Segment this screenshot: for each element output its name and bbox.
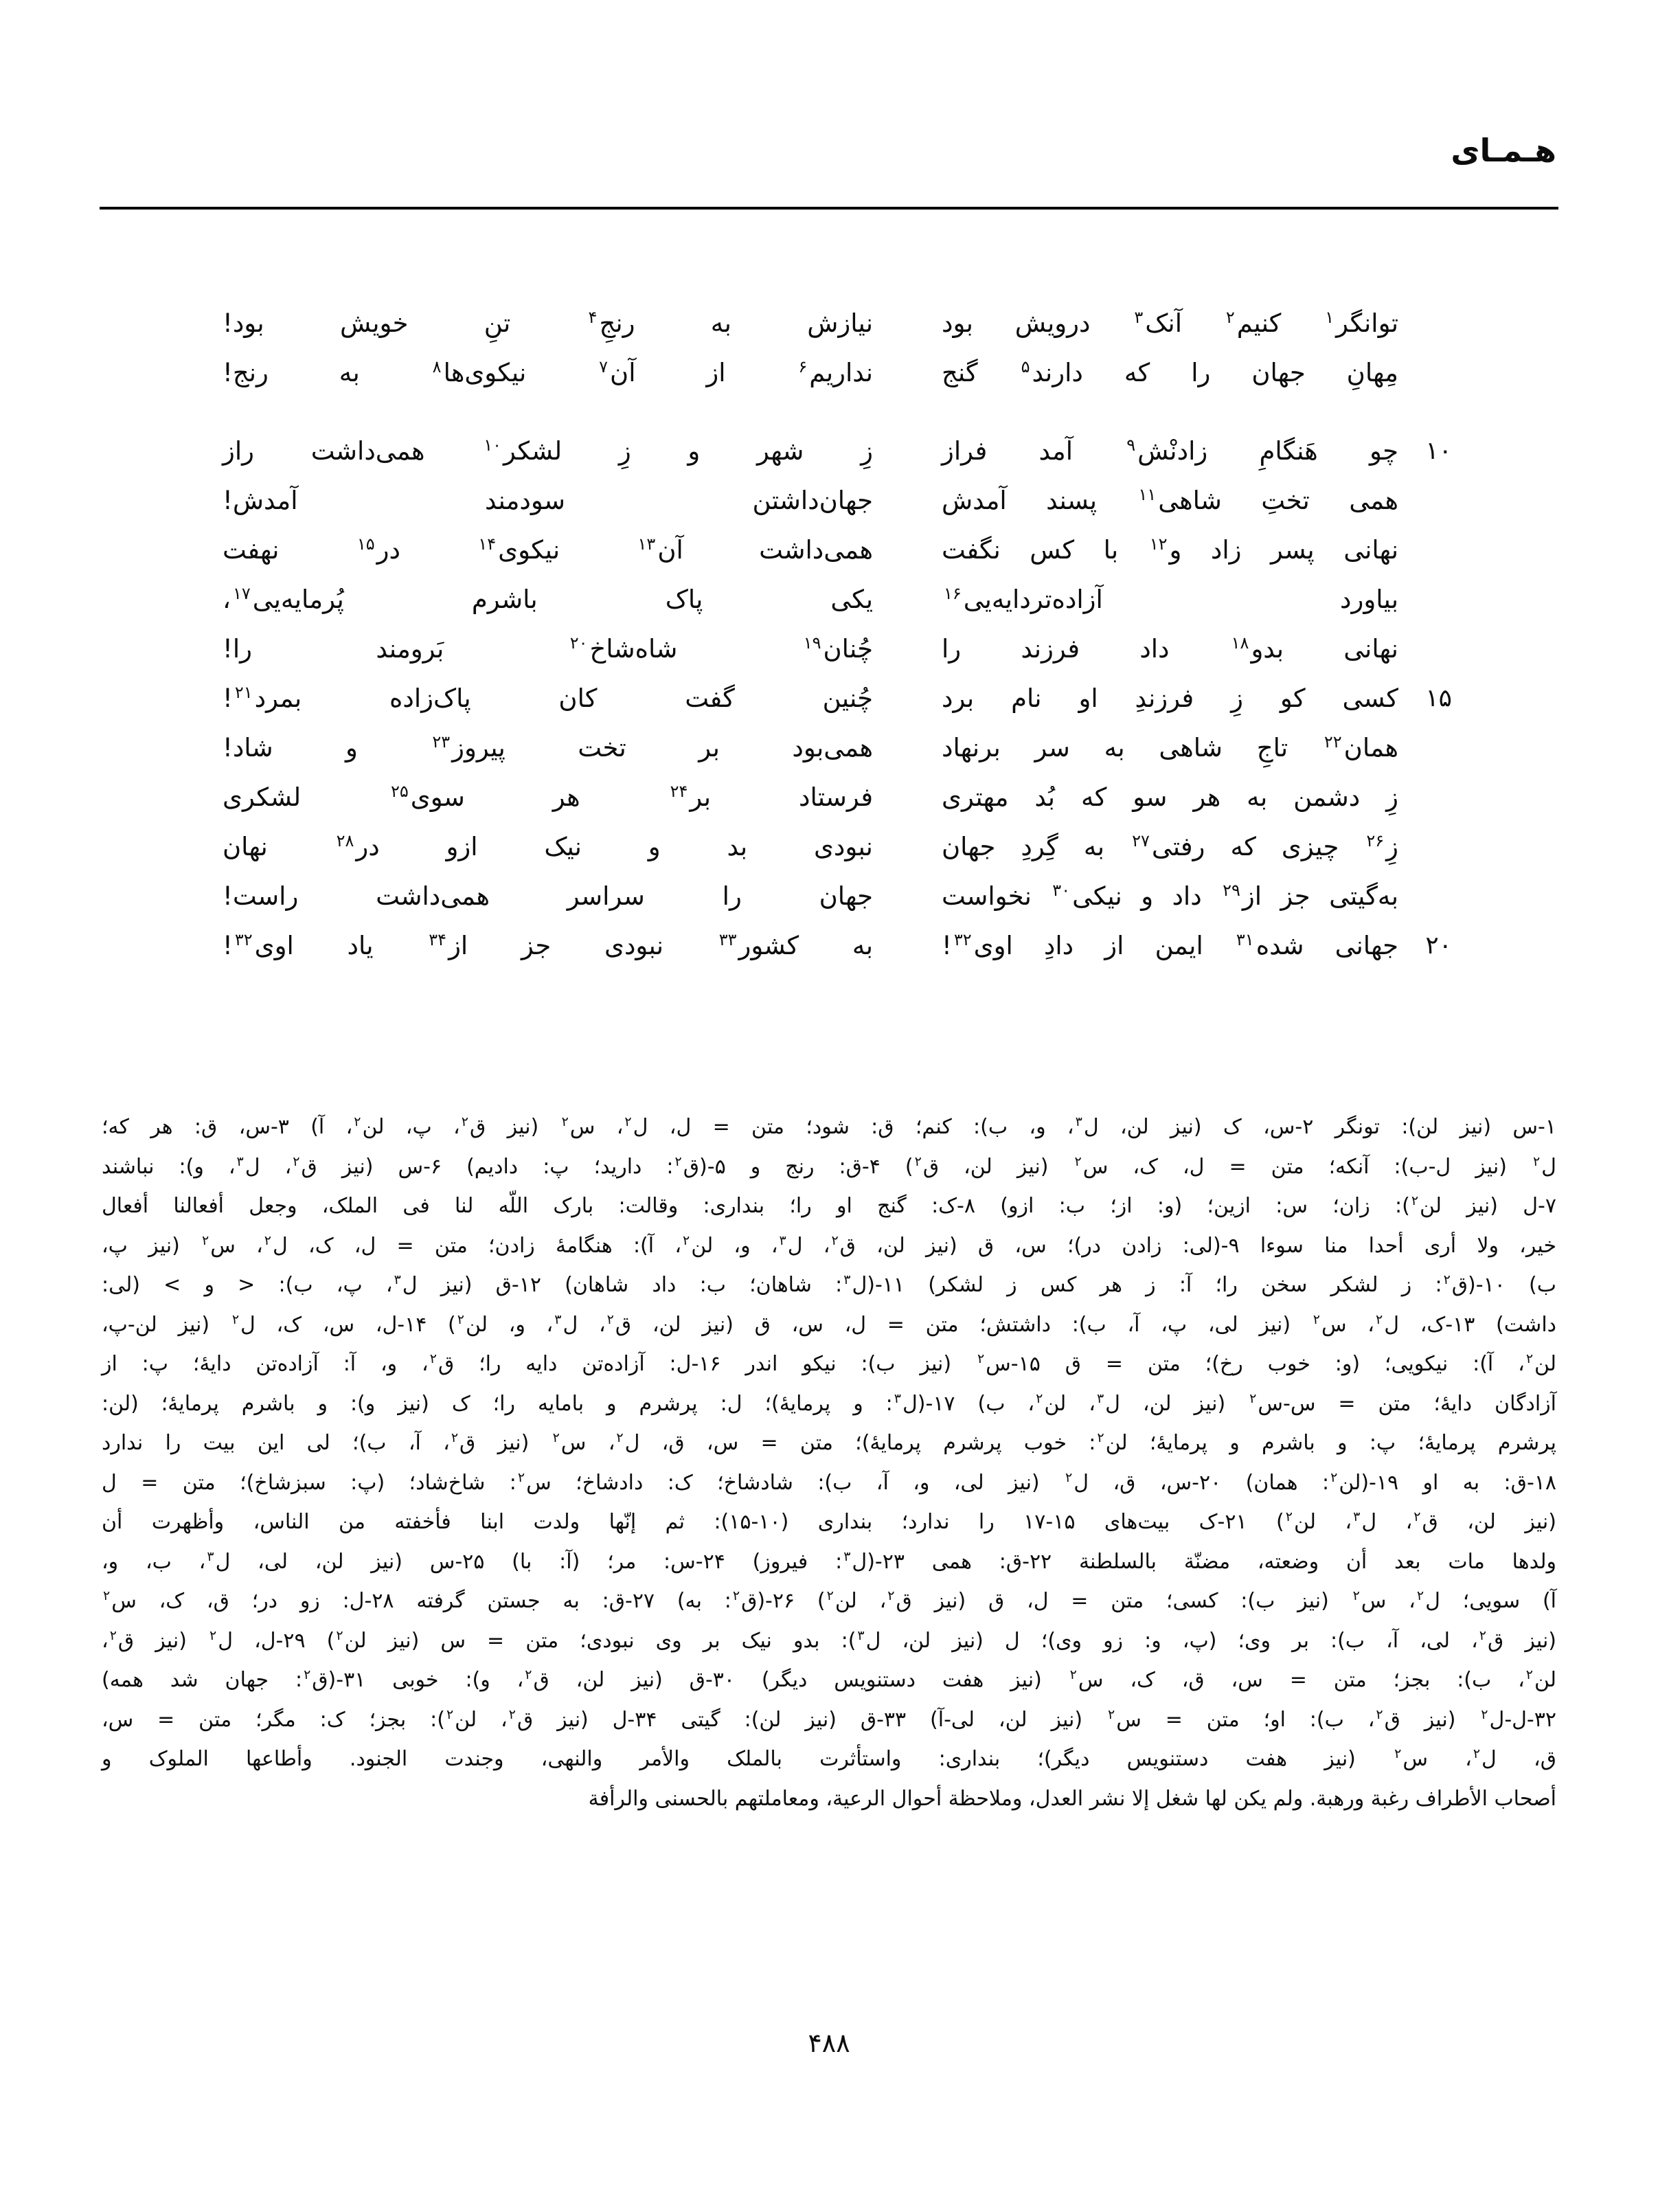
verse-number (1398, 584, 1452, 616)
verse-number (1398, 485, 1452, 517)
verse-number (1398, 633, 1452, 665)
apparatus-line: آ) سویی؛ ل$^۲$، س$^۲$ (نیز ب): کسی؛ متن = ل، ق (نیز ق$^۲$، لن$^۲$) ۲۶-(ق$^۲$: به) ۲۷-ق: به جستن گرفته ۲۸-ل: زو در؛ ق، ک، س$^۲$ (103, 1588, 1557, 1613)
hemistich-right: به‌گیتی جز از$^{۲۹}$ داد و نیکی$^{۳۰}$ نخواست (942, 880, 1398, 911)
hemistich-right: همی تختِ شاهی$^{۱۱}$ پسند آمدش (942, 484, 1398, 515)
critical-apparatus (102, 1107, 1556, 1818)
verse-group-gap (223, 407, 1452, 436)
hemistich-left: نداریم$^۶$ از آن$^۷$ نیکوی‌ها$^۸$ به رنج! (223, 357, 873, 387)
hemistich-right: توانگر$^۱$ کنیم$^۲$ آنک$^۳$ درویش بود (942, 307, 1398, 338)
hemistich-right: کسی کو زِ فرزندِ او نام برد (942, 684, 1398, 713)
apparatus-line: (نیز ق$^۲$، لی، آ، ب): بر وی؛ (پ، و: زو وی)؛ ل (نیز لن، ل$^۳$): بدو نیک بر وی نبودی؛ متن = س (نیز لن$^۲$) ۲۹-ل، ل$^۲$ (نیز ق$^۲$، (102, 1627, 1557, 1653)
apparatus-line: لن$^۲$، آ): نیکویی؛ (و: خوب رخ)؛ متن = ق ۱۵-س$^۲$ (نیز ب): نیکو اندر ۱۶-ل: آزاده‌تن دایه را؛ ق$^۲$، و، آ: آزاده‌تن دایهٔ؛ پ: از (102, 1351, 1557, 1376)
verse-row (223, 831, 1452, 863)
apparatus-line: ۳۲-ل-ل$^۲$ (نیز ق$^۲$، ب): او؛ متن = س$^۲$ (نیز لن، لی-آ) ۳۳-ق (نیز لن): گیتی ۳۴-ل (نیز ق$^۲$، لن$^۲$): بجز؛ ک: مگر؛ متن = س، (102, 1706, 1556, 1732)
verse-number: ۲۰ (1425, 932, 1452, 960)
apparatus-line: ل$^۲$ (نیز ل-ب): آنکه؛ متن = ل، ک، س$^۲$ (نیز لن، ق$^۲$) ۴-ق: رنج و ۵-(ق$^۲$: دارید؛ پ: دادیم) ۶-س (نیز ق$^۲$، ل$^۳$، و): نباشند (102, 1153, 1556, 1179)
hemistich-left: جهان را سراسر همی‌داشت راست! (223, 881, 873, 911)
apparatus-line: ق، ل$^۲$، س$^۲$ (نیز هفت دستنویس دیگر)؛ بنداری: واستأثرت بالملک والأمر والنهی، وجندت الجنود. وأطاعها الملوک و (102, 1746, 1557, 1771)
running-title: هـمـای (1451, 132, 1556, 169)
verse-row (223, 436, 1452, 467)
hemistich-right: نهانی پسر زاد و$^{۱۲}$ با کس نگفت (942, 534, 1398, 565)
hemistich-left: چُنین گفت کان پاک‌زاده بمرد$^{۲۱}$! (223, 682, 873, 713)
hemistich-left: جهان‌داشتن سودمند آمدش! (223, 486, 873, 515)
verse-number (1398, 831, 1452, 863)
hemistich-left: همی‌داشت آن$^{۱۳}$ نیکوی$^{۱۴}$ در$^{۱۵}$ نهفت (223, 534, 874, 565)
verse-row (223, 534, 1452, 566)
hemistich-left: فرستاد بر$^{۲۴}$ هر سوی$^{۲۵}$ لشکری (223, 781, 874, 812)
apparatus-line: ب) ۱۰-(ق$^۲$: ز لشکر سخن را؛ آ: ز هر کس ز لشکر) ۱۱-(ل$^۳$: شاهان؛ ب: داد شاهان) ۱۲-ق (نیز ل$^۳$، پ، ب): < و > (لی: (102, 1272, 1556, 1297)
verse-row (223, 485, 1452, 517)
hemistich-right: جهانی شده$^{۳۱}$ ایمن از دادِ اوی$^{۳۲}$! (942, 929, 1398, 960)
hemistich-right: بیاورد آزاده‌تردایه‌یی$^{۱۶}$ (944, 583, 1398, 614)
poem-block (223, 308, 1452, 980)
verse-row (223, 357, 1452, 389)
apparatus-line: أصحاب الأطراف رغبة ورهبة. ولم یکن لها شغل إلا نشر العدل، وملاحظة أحوال الرعیة، ومعاملتهم بالحسنی والرأفة (588, 1786, 1556, 1811)
hemistich-left: همی‌بود بر تخت پیروز$^{۲۳}$ و شاد! (223, 732, 873, 763)
apparatus-line: ۱۸-ق: به او ۱۹-(لن$^۲$: همان) ۲۰-س، ق، ل$^۲$ (نیز لی، و، آ، ب): شادشاخ؛ ک: دادشاخ؛ س$^۲$: شاخ‌شاد؛ (پ: سبزشاخ)؛ متن = ل (102, 1469, 1556, 1495)
verse-number (1398, 732, 1452, 764)
hemistich-left: چُنان$^{۱۹}$ شاه‌شاخ$^{۲۰}$ بَرومند را! (223, 633, 873, 664)
verse-row (223, 782, 1452, 813)
verse-row (223, 732, 1452, 764)
verse-number (1398, 881, 1452, 912)
hemistich-right: همان$^{۲۲}$ تاجِ شاهی به سر برنهاد (942, 732, 1398, 763)
hemistich-right: زِ دشمن به هر سو که بُد مهتری (942, 782, 1398, 812)
verse-number (1398, 534, 1452, 566)
apparatus-line: لن$^۲$، ب): بجز؛ متن = س، ق، ک، س$^۲$ (نیز هفت دستنویس دیگر) ۳۰-ق (نیز لن، ق$^۲$، و): خوبی ۳۱-(ق$^۲$: جهان شد همه) (102, 1667, 1556, 1692)
apparatus-line: ۷-ل (نیز لن$^۲$): زان؛ س: ازین؛ (و: از؛ ب: ازو) ۸-ک: گنج او را؛ بنداری: وقالت: بارک اللّه لنا فی الملک، وجعل أفعالنا أفعال (102, 1193, 1556, 1218)
apparatus-line: پرشرم پرمایهٔ؛ پ: و باشرم و پرمایهٔ؛ لن$^۲$: خوب پرشرم پرمایهٔ)؛ متن = س، ق، ل$^۲$، س$^۲$ (نیز ق$^۲$، آ، ب)؛ لی این بیت را ندارد (102, 1430, 1556, 1455)
verse-row (223, 930, 1452, 962)
verse-number: ۱۵ (1425, 684, 1452, 712)
verse-row (223, 308, 1452, 339)
hemistich-left: نبودی بد و نیک ازو در$^{۲۸}$ نهان (223, 831, 873, 861)
header-rule (100, 207, 1558, 210)
page-number: ۴۸۸ (808, 2028, 850, 2058)
hemistich-left: نیازش به رنجِ$^۴$ تنِ خویش بود! (223, 307, 873, 338)
hemistich-right: چو هَنگامِ زادنْش$^۹$ آمد فراز (942, 435, 1398, 466)
hemistich-left: به کشور$^{۳۳}$ نبودی جز از$^{۳۴}$ یاد اوی$^{۳۲}$! (223, 929, 874, 960)
verse-row (223, 683, 1452, 714)
verse-number: ۱۰ (1425, 437, 1452, 465)
hemistich-left: یکی پاک باشرم پُرمایه‌یی$^{۱۷}$، (223, 583, 873, 614)
verse-number (1398, 357, 1452, 389)
verse-row (223, 633, 1452, 665)
verse-number (1398, 782, 1452, 813)
apparatus-line: داشت) ۱۳-ک، ل$^۲$، س$^۲$ (نیز لی، پ، آ، ب): داشتش؛ متن = ل، س، ق (نیز لن، ق$^۲$، ل$^۳$، و، لن$^۲$) ۱۴-ل، س، ک، ل$^۲$ (نیز لن-پ، (102, 1311, 1557, 1337)
apparatus-line: ۱-س (نیز لن): تونگر ۲-س، ک (نیز لن، ل$^۳$، و، ب): کنم؛ ق: شود؛ متن = ل، ل$^۲$، س$^۲$ (نیز ق$^۲$، پ، لن$^۲$، آ) ۳-س، ق: هر که؛ (102, 1114, 1557, 1139)
hemistich-right: زِ$^{۲۶}$ چیزی که رفتی$^{۲۷}$ به گِردِ جهان (942, 831, 1398, 861)
verse-row (223, 881, 1452, 912)
apparatus-line: خیر، ولا أری أحدا منا سوءا ۹-(لی: زادن در)؛ س، ق (نیز لن، ق$^۲$، ل$^۳$، و، لن$^۲$، آ): هنگامهٔ زادن؛ متن = ل، ک، ل$^۲$، س$^۲$ (نیز پ، (102, 1232, 1556, 1258)
verse-row (223, 584, 1452, 616)
verse-number (1398, 308, 1452, 339)
apparatus-line: آزادگان دایهٔ؛ متن = س-س$^۲$ (نیز لن، ل$^۳$، لن$^۲$، ب) ۱۷-(ل$^۳$: و پرمایهٔ)؛ ل: پرشرم و بامایه را؛ ک (نیز و): و باشرم پرمایهٔ؛ (لن: (102, 1390, 1557, 1416)
apparatus-line: ولدها مات بعد أن وضعته، مضنّة بالسلطنة ۲۲-ق: همی ۲۳-(ل$^۳$: فیروز) ۲۴-س: مر؛ (آ: با) ۲۵-س (نیز لن، لی، ل$^۳$، ب، و، (102, 1548, 1556, 1574)
hemistich-left: زِ شهر و زِ لشکر$^{۱۰}$ همی‌داشت راز (223, 435, 873, 466)
apparatus-line: (نیز لن، ق$^۲$، ل$^۳$، لن$^۲$) ۲۱-ک بیت‌های ۱۵-۱۷ را ندارد؛ بنداری (۱۰-۱۵): ثم إنّها ولدت ابنا فأخفته من الناس، وأظهرت أن (102, 1509, 1556, 1534)
hemistich-right: نهانی بدو$^{۱۸}$ داد فرزند را (942, 633, 1398, 664)
hemistich-right: مِهانِ جهان را که دارند$^۵$ گنج (942, 357, 1398, 387)
